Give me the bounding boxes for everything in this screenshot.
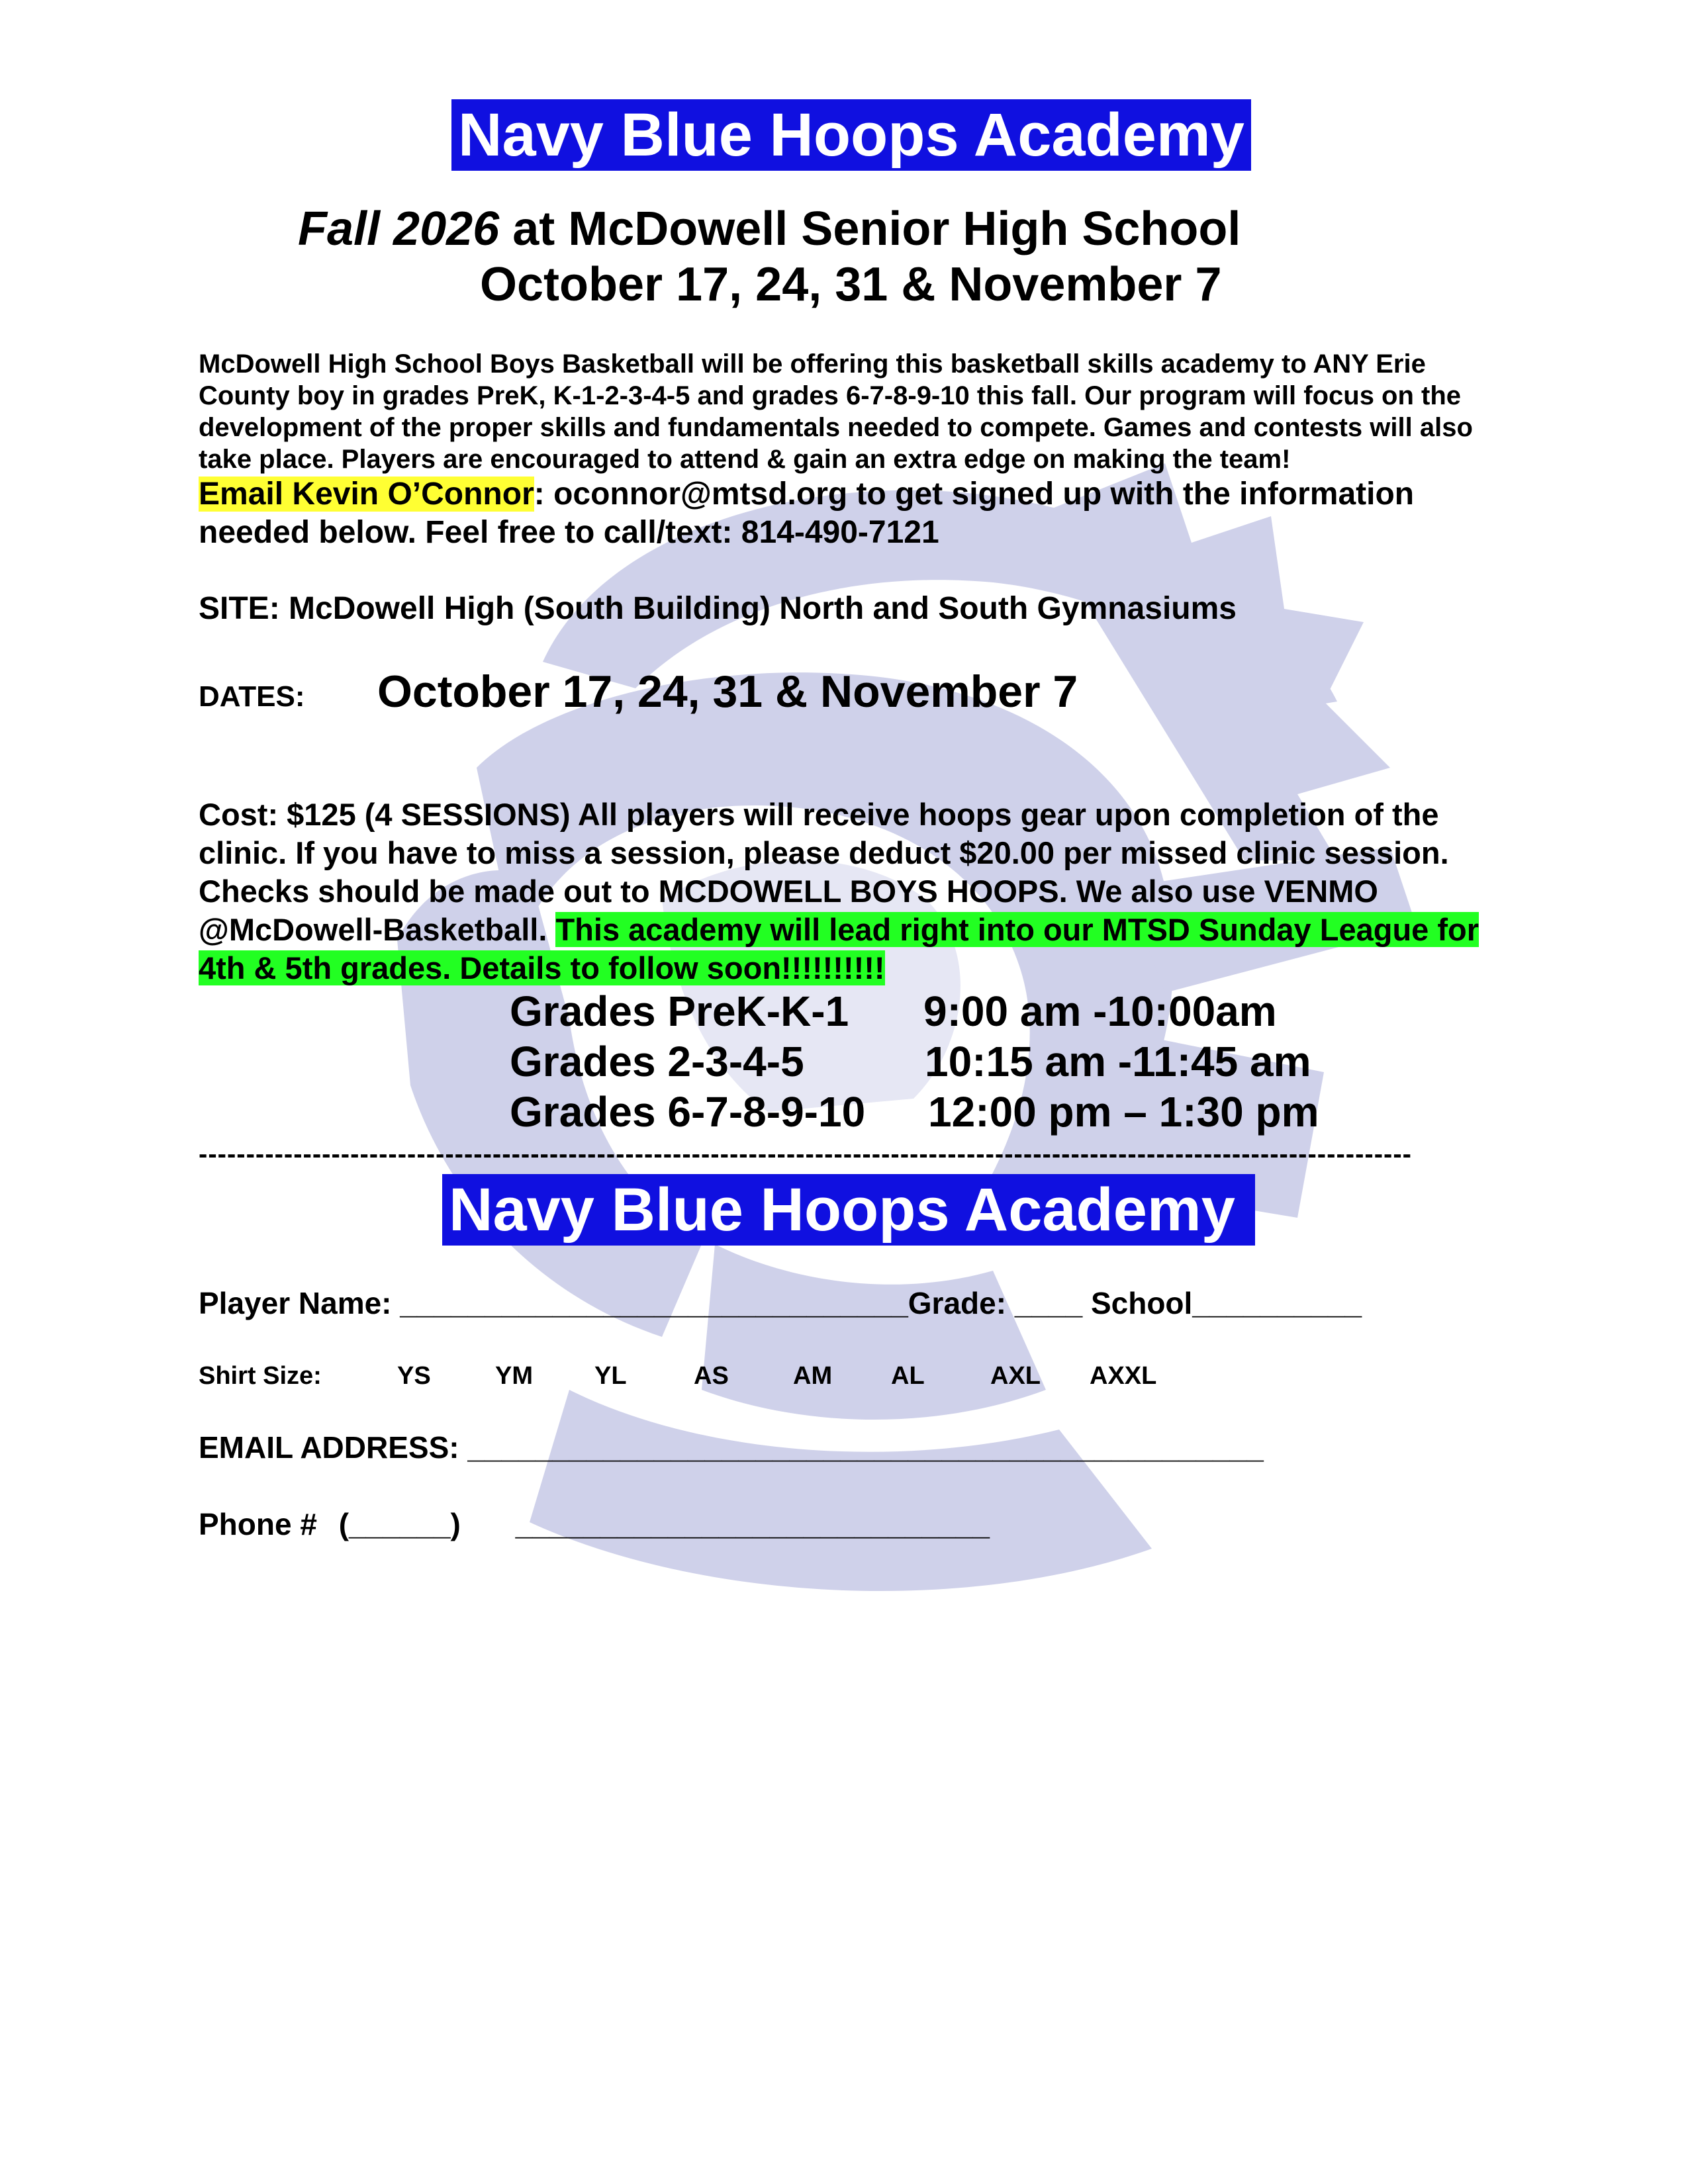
shirt-size-option[interactable]: YL	[594, 1362, 627, 1390]
shirt-size-label: Shirt Size:	[199, 1362, 322, 1390]
school-label: School	[1090, 1286, 1193, 1320]
schedule-time: 9:00 am -10:00am	[923, 987, 1277, 1035]
schedule-grades: Grades 6-7-8-9-10	[510, 1088, 866, 1136]
shirt-size-option[interactable]: AL	[891, 1362, 925, 1390]
season-italic: Fall 2026	[298, 203, 500, 255]
dates-label: DATES:	[199, 680, 305, 713]
schedule-grades: Grades PreK-K-1	[510, 987, 849, 1035]
phone-number-field[interactable]: ____________________________	[515, 1507, 990, 1541]
phone-row	[199, 1506, 990, 1542]
player-name-row	[199, 1285, 1362, 1321]
sunday-league-highlight: This academy will lead right into our MTSD Sunday League for 4th & 5th grades. Details to follow soon!!!!!!!!!!	[199, 912, 1479, 985]
email-row	[199, 1430, 1264, 1465]
phone-area-code-field[interactable]: (______)	[338, 1507, 461, 1541]
site-line: SITE: McDowell High (South Building) North and South Gymnasiums	[199, 591, 1237, 626]
dates-value: October 17, 24, 31 & November 7	[377, 666, 1078, 717]
grade-field[interactable]: ____	[1014, 1286, 1083, 1320]
schedule-time: 12:00 pm – 1:30 pm	[928, 1088, 1319, 1136]
grade-label: Grade:	[908, 1286, 1007, 1320]
player-name-field[interactable]: ______________________________	[400, 1286, 908, 1320]
contact-line	[199, 475, 1496, 552]
contact-details: : oconnor@mtsd.org to get signed up with the information needed below. Feel free to call/text: 814-490-7121	[199, 477, 1415, 550]
schedule-time: 10:15 am -11:45 am	[925, 1038, 1311, 1085]
dates-subtitle: October 17, 24, 31 & November 7	[480, 258, 1222, 311]
season-subtitle	[298, 201, 1241, 257]
school-field[interactable]: __________	[1192, 1286, 1362, 1320]
email-field[interactable]: _______________________________________________	[467, 1430, 1264, 1465]
shirt-size-option[interactable]: AXXL	[1090, 1362, 1157, 1390]
shirt-size-option[interactable]: YM	[495, 1362, 533, 1390]
email-label: EMAIL ADDRESS:	[199, 1430, 459, 1465]
player-name-label: Player Name:	[199, 1286, 392, 1320]
schedule-grades: Grades 2-3-4-5	[510, 1038, 804, 1085]
shirt-size-option[interactable]: AXL	[990, 1362, 1041, 1390]
page-title-banner: Navy Blue Hoops Academy	[451, 99, 1251, 171]
intro-section	[199, 348, 1496, 552]
cost-text: Cost: $125 (4 SESSIONS) All players will receive hoops gear upon completion of the clinic. If you have to miss a session, please deduct $20.00 per missed clinic session. Checks should be made out to MCDOWELL BOYS HOOPS. We also use VENMO @McDowell-Basketball.	[199, 797, 1449, 947]
cut-line-divider: --------------------------------------------------------------------------------------------------------------------------------	[199, 1140, 1412, 1169]
form-title-banner: Navy Blue Hoops Academy	[442, 1174, 1255, 1246]
phone-label: Phone #	[199, 1507, 317, 1541]
intro-paragraph: McDowell High School Boys Basketball will be offering this basketball skills academy to ANY Erie County boy in grades PreK, K-1-2-3-4-5 and grades 6-7-8-9-10 this fall. Our program will focus on the development of the proper skills and fundamentals needed to compete. Games and contests will also take place. Players are encouraged to attend & gain an extra edge on making the team!	[199, 349, 1473, 474]
shirt-size-option[interactable]: AS	[694, 1362, 729, 1390]
contact-highlight: Email Kevin O’Connor	[199, 477, 534, 512]
shirt-size-option[interactable]: YS	[397, 1362, 431, 1390]
shirt-size-option[interactable]: AM	[793, 1362, 833, 1390]
season-location: at McDowell Senior High School	[499, 203, 1241, 255]
cost-section	[199, 796, 1496, 987]
shirt-size-row	[199, 1362, 1324, 1390]
